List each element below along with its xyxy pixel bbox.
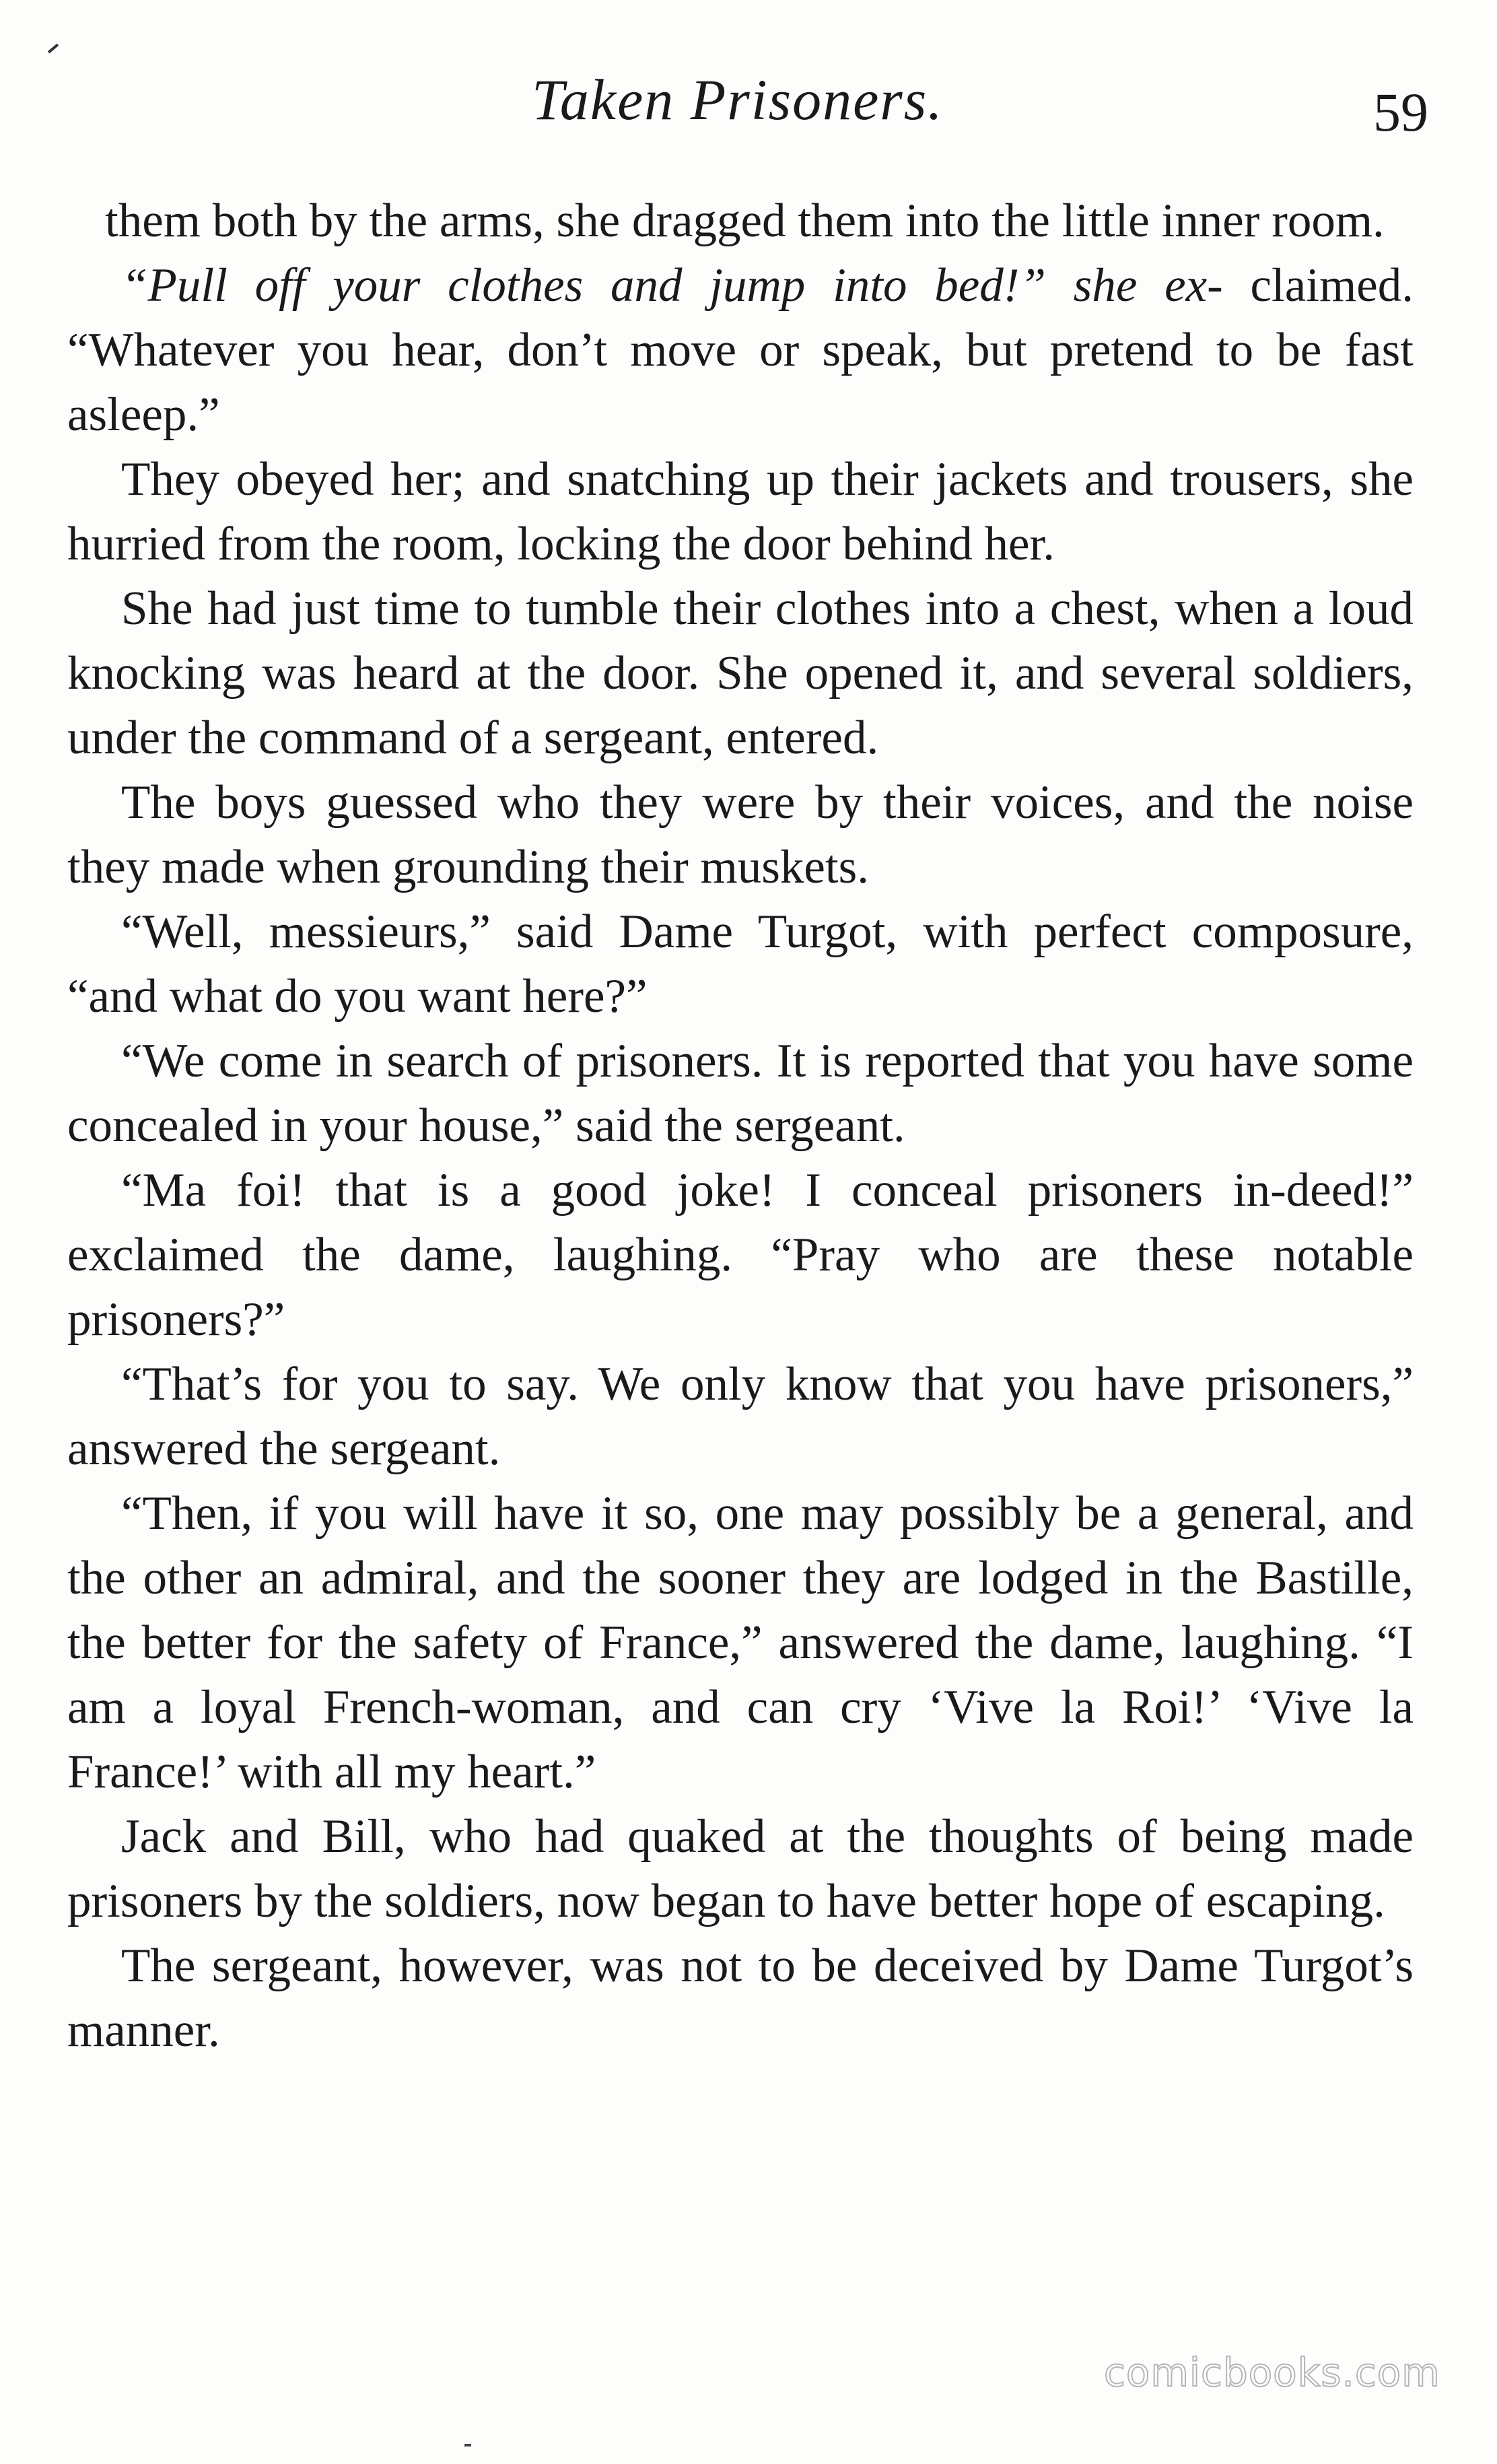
page-number: 59 (1373, 81, 1428, 143)
watermark: comicbooks.com (1104, 2350, 1440, 2395)
paragraph-1-text: them both by the arms, she dragged them into the little inner room. (105, 195, 1385, 247)
paragraph-7 (67, 1029, 1414, 1158)
paragraph-9 (67, 1352, 1414, 1481)
paragraph-4 (67, 576, 1414, 770)
paragraph-5-text: The boys guessed who they were by their voices, and the noise they made when grounding their muskets. (67, 776, 1414, 893)
paragraph-3-text: They obeyed her; and snatching up their jackets and trousers, she hurried from the room, locking the door behind her. (67, 453, 1414, 570)
paragraph-2-italic: “Pull off your clothes and jump into bed!” she ex- (121, 259, 1223, 312)
paragraph-11-text: Jack and Bill, who had quaked at the thoughts of being made prisoners by the soldiers, now began to have better hope of escaping. (67, 1810, 1414, 1927)
stray-ink-mark (48, 44, 59, 54)
paragraph-2-text: claimed. “Whatever you hear, don’t move or speak, but pretend to be fast asleep.” (67, 259, 1414, 441)
paragraph-6-text: “Well, messieurs,” said Dame Turgot, with perfect composure, “and what do you want here?” (67, 905, 1414, 1023)
paragraph-4-text: She had just time to tumble their clothes into a chest, when a loud knocking was heard at the door. She opened it, and several soldiers, under the command of a sergeant, entered. (67, 582, 1414, 764)
paragraph-10 (67, 1481, 1414, 1804)
paragraph-3 (67, 447, 1414, 576)
paragraph-8 (67, 1158, 1414, 1352)
body-text (67, 189, 1414, 2063)
running-head (0, 66, 1497, 147)
paragraph-1 (67, 189, 1414, 253)
paragraph-8-text: “Ma foi! that is a good joke! I conceal prisoners in-deed!” exclaimed the dame, laughing. “Pray who are these notable prisoners?” (67, 1164, 1414, 1346)
paragraph-7-text: “We come in search of prisoners. It is reported that you have some concealed in your house,” said the sergeant. (67, 1035, 1414, 1152)
paragraph-9-text: “That’s for you to say. We only know that you have prisoners,” answered the sergeant. (67, 1358, 1414, 1475)
paragraph-10-text: “Then, if you will have it so, one may possibly be a general, and the other an admiral, and the sooner they are lodged in the Bastille, the better for the safety of France,” answered the dame, laughing. “I am a loyal French-woman, and can cry ‘Vive la Roi!’ ‘Vive la France!’ with all my heart.” (67, 1487, 1414, 1798)
paragraph-2 (67, 253, 1414, 447)
paragraph-11 (67, 1804, 1414, 1933)
paragraph-12 (67, 1933, 1414, 2063)
paragraph-5 (67, 770, 1414, 899)
paragraph-6 (67, 899, 1414, 1029)
stray-ink-mark-bottom (464, 2444, 471, 2446)
paragraph-12-text: The sergeant, however, was not to be deceived by Dame Turgot’s manner. (67, 1940, 1414, 2057)
running-head-title: Taken Prisoners. (532, 67, 944, 132)
